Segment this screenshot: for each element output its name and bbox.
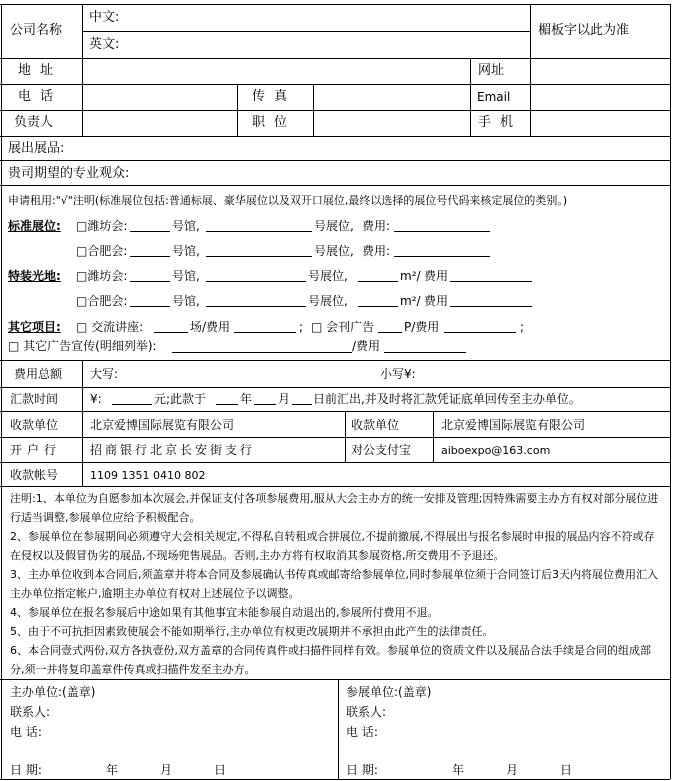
- capital-amount-label: 大写:: [90, 367, 119, 381]
- remit-amount-blank[interactable]: [112, 404, 152, 405]
- hall-blank[interactable]: [130, 306, 170, 307]
- application-instruction: 申请租用:"√"注明(标准展位包括:普通标展、豪华展位以及双开口展位,最终以选择的展位号代码来核定展位的类别。): [8, 194, 568, 207]
- hall-blank[interactable]: [130, 256, 170, 257]
- rule: [0, 779, 670, 780]
- fax-label: 传真: [252, 89, 297, 104]
- fascia-note: 楣板字以此为准: [538, 23, 630, 38]
- organizer-month: 月: [160, 763, 173, 777]
- other-items-label: 其它项目:: [8, 320, 61, 334]
- chinese-name-label: 中文:: [89, 10, 120, 25]
- rule: [82, 31, 530, 32]
- hall-text: 号馆,: [172, 294, 200, 308]
- rule: [670, 4, 671, 779]
- booth-text: 号展位,: [308, 269, 348, 283]
- rule: [0, 160, 670, 161]
- hall-blank[interactable]: [130, 231, 170, 232]
- booth-text: 号展位,: [314, 244, 354, 258]
- rule: [0, 679, 670, 680]
- alipay-label: 对公支付宝: [351, 443, 412, 457]
- person-in-charge-label: 负责人: [14, 115, 54, 130]
- bank-label: 开户行: [10, 443, 62, 457]
- hefei-checkbox[interactable]: □合肥会:: [76, 244, 128, 258]
- lecture-checkbox[interactable]: □ 交流讲座:: [76, 320, 144, 334]
- mobile-label: 手机: [478, 115, 523, 130]
- area-blank[interactable]: [358, 281, 398, 282]
- payee-value: 北京爱博国际展览有限公司: [90, 418, 235, 432]
- booth-text: 号展位,: [314, 219, 354, 233]
- fee-text: 费用: [424, 294, 449, 308]
- booth-blank[interactable]: [206, 231, 312, 232]
- rule: [0, 462, 670, 463]
- booth-text: 号展位,: [308, 294, 348, 308]
- organizer-stamp-label: 主办单位:(盖章): [10, 685, 96, 699]
- note-2: 2、参展单位在参展期间必须遵守大会相关规定,不得私自转租或合拼展位,不提前撤展,不得展出与报名参展时申报的展品内容不符或存在侵权以及假冒伪劣的展品,不现场兜售展品。否则,主办方将有权取消其参展资格,所交费用不予退还。: [10, 530, 655, 562]
- rule: [530, 4, 531, 136]
- standard-booth-label: 标准展位:: [8, 219, 61, 233]
- bank-value: 招商银行北京长安街支行: [90, 443, 256, 457]
- booth-blank[interactable]: [206, 306, 306, 307]
- rule: [0, 185, 670, 186]
- note-5: 5、由于不可抗拒因素致使展会不能如期举行,主办单位有权更改展期并不承担由此产生的法律责任。: [10, 625, 494, 638]
- organizer-contact-label: 联系人:: [10, 705, 51, 719]
- year-blank[interactable]: [216, 404, 238, 405]
- weifang-checkbox[interactable]: □潍坊会:: [76, 269, 128, 283]
- month-text: 月: [278, 392, 291, 406]
- fee-blank[interactable]: [450, 281, 532, 282]
- rule: [237, 84, 238, 136]
- website-label: 网址: [478, 63, 505, 78]
- sqm-text: m²/: [400, 294, 421, 308]
- fee-blank[interactable]: [450, 306, 532, 307]
- payee-label-2: 收款单位: [351, 418, 400, 432]
- account-label: 收款帐号: [10, 468, 59, 482]
- rule: [345, 411, 346, 462]
- exhibitor-stamp-label: 参展单位:(盖章): [346, 685, 432, 699]
- organizer-year: 年: [106, 763, 119, 777]
- rule: [0, 360, 670, 361]
- note-1: 注明:1、本单位为自愿参加本次展会,并保证支付各项参展费用,服从大会主办方的统一安排及管理;因特殊需要主办方有权对部分展位进行适当调整,参展单位应给予积极配合。: [10, 492, 659, 524]
- fee-blank[interactable]: [394, 256, 490, 257]
- exhibitor-day: 日: [560, 763, 573, 777]
- hall-blank[interactable]: [130, 281, 170, 282]
- remit-currency: ¥:: [90, 392, 102, 406]
- exhibits-label: 展出展品:: [8, 141, 65, 156]
- hall-text: 号馆,: [172, 269, 200, 283]
- exhibitor-year: 年: [452, 763, 465, 777]
- email-label: Email: [477, 90, 511, 104]
- organizer-day: 日: [214, 763, 227, 777]
- hall-text: 号馆,: [172, 244, 200, 258]
- visitors-label: 贵司期望的专业观众:: [8, 166, 130, 181]
- phone-label: 电话: [18, 89, 63, 104]
- rule: [0, 437, 670, 438]
- sessions-blank[interactable]: [154, 332, 188, 333]
- position-label: 职位: [252, 115, 297, 130]
- semicolon: ;: [299, 320, 304, 334]
- alipay-value: aiboexpo@163.com: [441, 444, 551, 457]
- exhibitor-phone-label: 电 话:: [346, 725, 378, 739]
- exhibitor-contact-label: 联系人:: [346, 705, 387, 719]
- rule: [338, 679, 339, 779]
- address-label: 地址: [18, 63, 63, 78]
- rule: [313, 84, 314, 136]
- journal-ad-checkbox[interactable]: □ 会刊广告: [311, 320, 375, 334]
- rule: [0, 84, 670, 85]
- rule: [0, 486, 670, 487]
- rule: [82, 360, 83, 486]
- rule: [0, 110, 670, 111]
- exhibitor-date-label: 日 期:: [346, 763, 378, 777]
- area-blank[interactable]: [358, 306, 398, 307]
- semicolon: ;: [520, 320, 525, 334]
- fee-text: 费用:: [362, 244, 391, 258]
- pages-blank[interactable]: [378, 332, 402, 333]
- rule: [0, 58, 670, 59]
- note-6: 6、本合同壹式两份,双方各执壹份,双方盖章的合同传真件或扫描件同样有效。参展单位的资质文件以及展品合法手续是合同的组成部分,须一并将复印盖章件传真或扫描件发至主办方。: [10, 644, 651, 676]
- booth-blank[interactable]: [206, 281, 306, 282]
- rule: [1, 4, 2, 779]
- remit-text: 元;此款于: [154, 392, 207, 406]
- lecture-fee-blank[interactable]: [234, 332, 296, 333]
- payee-label: 收款单位: [10, 418, 59, 432]
- sessions-fee-text: 场/费用: [190, 320, 231, 334]
- sqm-text: m²/: [400, 269, 421, 283]
- small-amount-label: 小写¥:: [380, 367, 416, 381]
- organizer-phone-label: 电 话:: [10, 725, 42, 739]
- booth-blank[interactable]: [206, 256, 312, 257]
- rule: [470, 58, 471, 136]
- remit-time-label: 汇款时间: [10, 392, 59, 406]
- fee-text: 费用: [424, 269, 449, 283]
- rule: [82, 4, 83, 136]
- total-fee-label: 费用总额: [14, 367, 63, 381]
- page-fee-text: P/费用: [404, 320, 440, 334]
- account-value: 1109 1351 0410 802: [90, 469, 206, 482]
- rule: [0, 4, 670, 5]
- exhibitor-month: 月: [506, 763, 519, 777]
- journal-fee-blank[interactable]: [444, 332, 516, 333]
- note-3: 3、主办单位收到本合同后,须盖章并将本合同及参展确认书传真或邮寄给参展单位,同时参展单位须于合同签订后3天内将展位费用汇入主办单位指定帐户,逾期主办单位有权对上述展位予以调整。: [10, 568, 658, 600]
- month-blank[interactable]: [254, 404, 276, 405]
- hefei-checkbox[interactable]: □合肥会:: [76, 294, 128, 308]
- ad-detail-blank[interactable]: [172, 352, 352, 353]
- organizer-date-label: 日 期:: [10, 763, 42, 777]
- hall-text: 号馆,: [172, 219, 200, 233]
- payee-value-2: 北京爱博国际展览有限公司: [441, 418, 586, 432]
- remit-text-2: 日前汇出,并及时将汇款凭证底单回传至主办单位。: [313, 392, 581, 406]
- english-name-label: 英文:: [89, 37, 120, 52]
- note-4: 4、参展单位在报名参展后中途如果有其他事宜未能参展自动退出的,参展所付费用不退。: [10, 606, 439, 619]
- fee-blank[interactable]: [394, 231, 490, 232]
- year-text: 年: [240, 392, 253, 406]
- day-blank[interactable]: [292, 404, 312, 405]
- weifang-checkbox[interactable]: □潍坊会:: [76, 219, 128, 233]
- rule: [0, 411, 670, 412]
- fee-text: 费用:: [362, 219, 391, 233]
- ad-fee-blank[interactable]: [384, 352, 466, 353]
- rule: [0, 136, 670, 137]
- rule: [0, 387, 670, 388]
- raw-space-label: 特装光地:: [8, 269, 61, 283]
- company-name-label: 公司名称: [10, 23, 63, 38]
- fee-text: /费用: [352, 339, 381, 353]
- other-ad-checkbox[interactable]: □ 其它广告宣传(明细列举):: [8, 339, 157, 353]
- rule: [433, 411, 434, 462]
